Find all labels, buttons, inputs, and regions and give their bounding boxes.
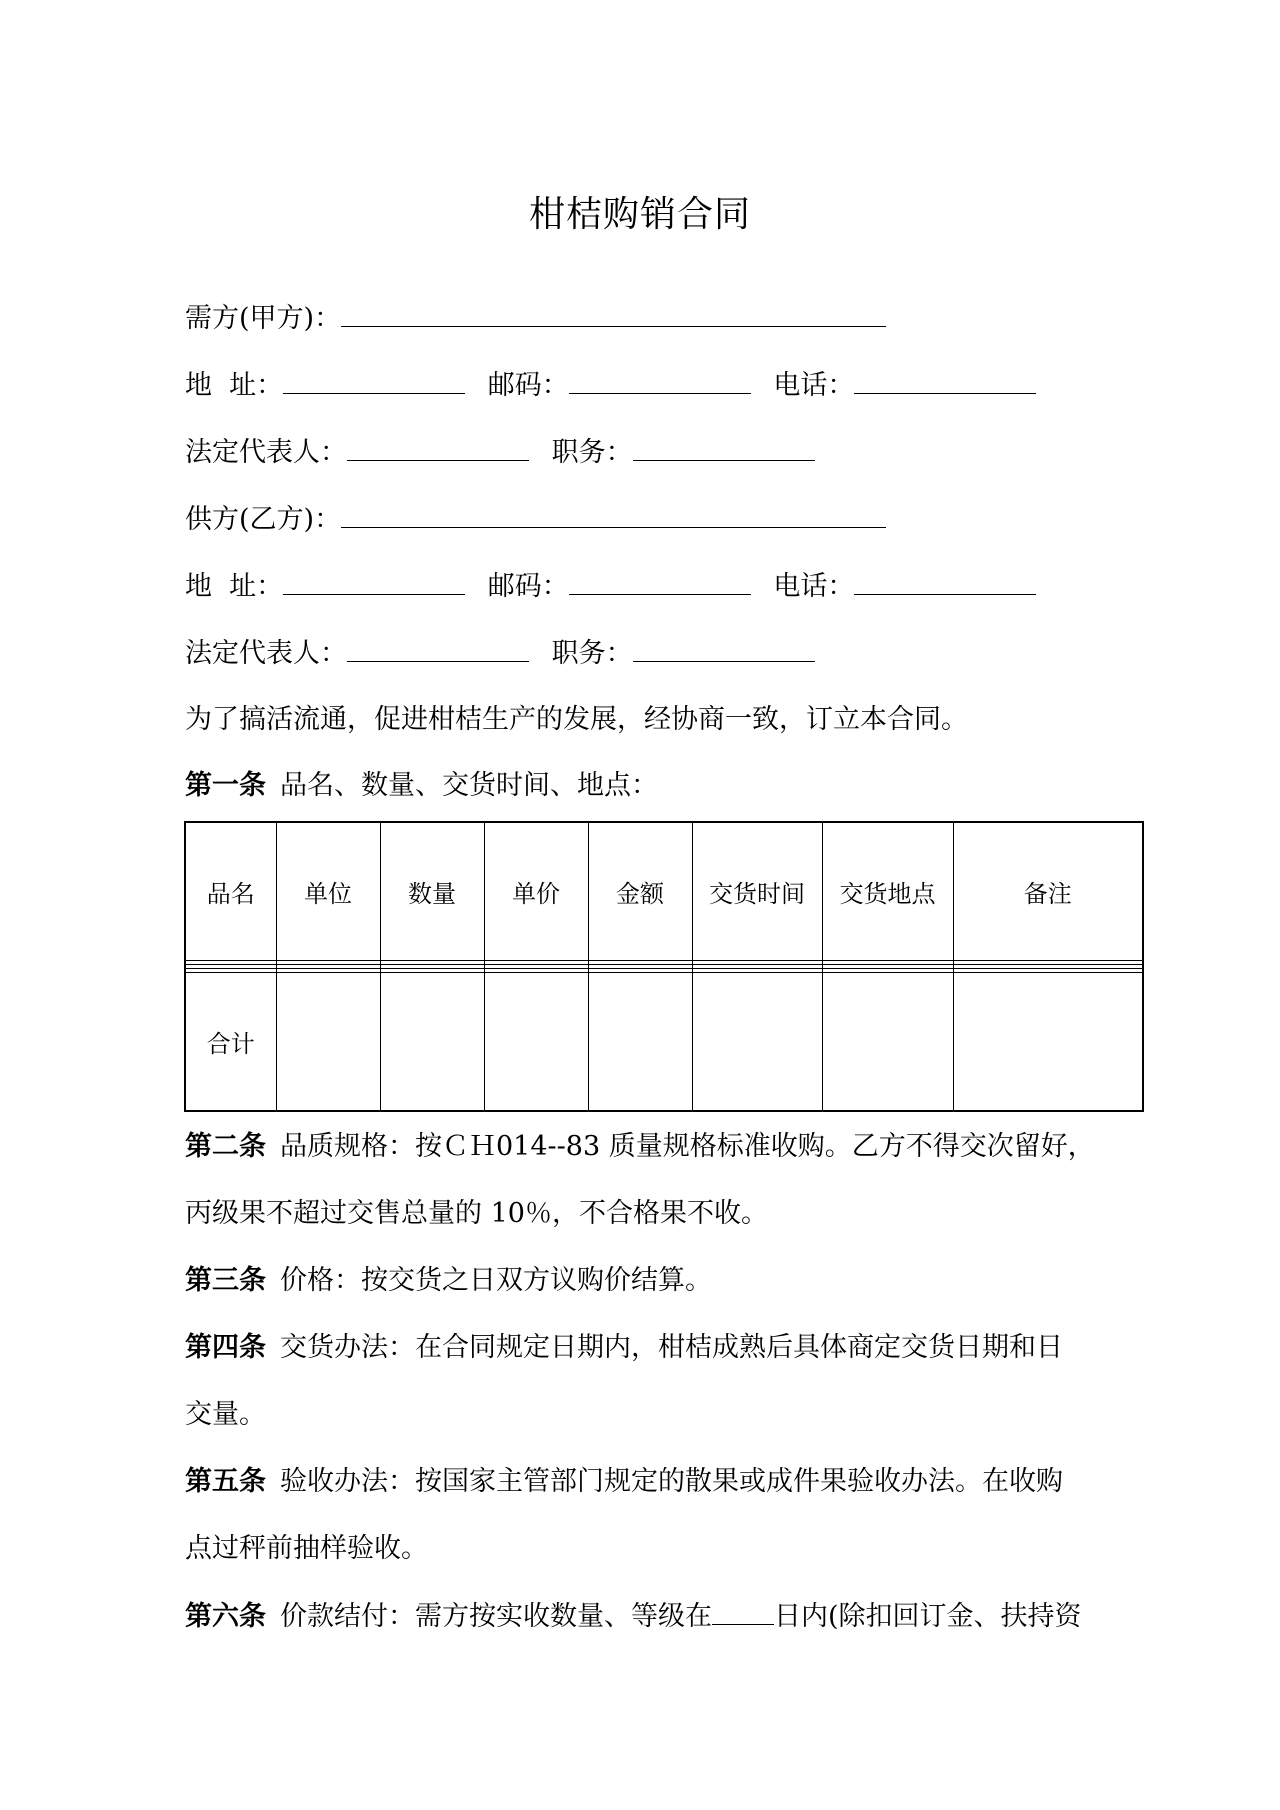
party-b-contact-line [185, 566, 1036, 607]
party-a-address-label: 地 址： [185, 370, 284, 401]
article-2-text-line-2: 丙级果不超过交售总量的 10％，不合格果不收。 [185, 1198, 768, 1229]
party-a-name-field[interactable] [341, 298, 886, 327]
party-b-phone-field[interactable] [854, 566, 1036, 595]
table-cell[interactable] [276, 972, 380, 1111]
party-b-rep-label: 法定代表人： [185, 638, 347, 669]
table-header-cell: 单位 [276, 822, 380, 961]
party-b-phone-label: 电话： [773, 571, 855, 602]
party-b-postcode-field[interactable] [569, 566, 751, 595]
table-total-label: 合计 [185, 972, 276, 1111]
party-a-address-field[interactable] [283, 365, 465, 394]
table-cell[interactable] [380, 972, 484, 1111]
party-b-position-field[interactable] [633, 633, 815, 662]
table-cell[interactable] [953, 972, 1143, 1111]
article-6-text-after: 日内(除扣回订金、扶持资 [774, 1601, 1082, 1632]
table-cell[interactable] [484, 972, 588, 1111]
party-b-position-label: 职务： [551, 638, 633, 669]
table-cell[interactable] [692, 972, 822, 1111]
article-2-heading: 第二条 [185, 1131, 266, 1162]
article-3 [185, 1261, 712, 1301]
article-4-heading: 第四条 [185, 1332, 266, 1363]
party-b-address-label: 地 址： [185, 571, 284, 602]
document-title: 柑桔购销合同 [528, 194, 751, 235]
party-a-rep-field[interactable] [347, 432, 529, 461]
party-a-name-label: 需方(甲方)： [185, 303, 342, 334]
party-b-name-line [185, 499, 886, 540]
goods-table [184, 821, 1144, 1112]
party-a-rep-line [185, 432, 815, 473]
party-a-name-line [185, 298, 886, 339]
article-1-heading: 第一条 [185, 770, 266, 801]
party-a-position-field[interactable] [633, 432, 815, 461]
article-3-text: 价格：按交货之日双方议购价结算。 [280, 1265, 712, 1296]
party-b-postcode-label: 邮码： [487, 571, 569, 602]
table-total-row [185, 972, 1143, 1111]
party-b-rep-line [185, 633, 815, 674]
article-2 [185, 1127, 1095, 1167]
table-cell[interactable] [822, 972, 953, 1111]
table-header-cell: 交货地点 [822, 822, 953, 961]
intro-paragraph: 为了搞活流通，促进柑桔生产的发展，经协商一致，订立本合同。 [185, 704, 968, 735]
party-a-phone-label: 电话： [773, 370, 855, 401]
party-b-rep-field[interactable] [347, 633, 529, 662]
article-6-heading: 第六条 [185, 1601, 266, 1632]
table-header-cell: 品名 [185, 822, 276, 961]
party-a-contact-line [185, 365, 1036, 406]
table-header-cell: 交货时间 [692, 822, 822, 961]
article-3-heading: 第三条 [185, 1265, 266, 1296]
article-5-text-line-2: 点过秤前抽样验收。 [185, 1533, 428, 1564]
party-a-position-label: 职务： [551, 437, 633, 468]
article-1 [185, 766, 658, 806]
party-a-phone-field[interactable] [854, 365, 1036, 394]
table-header-cell: 金额 [588, 822, 692, 961]
party-b-name-label: 供方(乙方)： [185, 504, 342, 535]
article-4 [185, 1328, 1063, 1368]
article-2-text-line-1: 品质规格：按ＣＨ014--83 质量规格标准收购。乙方不得交次留好， [280, 1131, 1095, 1162]
table-cell[interactable] [588, 972, 692, 1111]
party-b-name-field[interactable] [341, 499, 886, 528]
article-5-text-line-1: 验收办法：按国家主管部门规定的散果或成件果验收办法。在收购 [280, 1466, 1063, 1497]
payment-days-field[interactable] [712, 1596, 774, 1625]
party-a-postcode-field[interactable] [569, 365, 751, 394]
article-4-text-line-2: 交量。 [185, 1399, 266, 1430]
article-5 [185, 1462, 1063, 1502]
article-4-text-line-1: 交货办法：在合同规定日期内，柑桔成熟后具体商定交货日期和日 [280, 1332, 1063, 1363]
party-a-postcode-label: 邮码： [487, 370, 569, 401]
article-6-text-before: 价款结付：需方按实收数量、等级在 [280, 1601, 712, 1632]
article-1-text: 品名、数量、交货时间、地点： [280, 770, 658, 801]
table-header-cell: 单价 [484, 822, 588, 961]
article-6 [185, 1596, 1082, 1637]
party-b-address-field[interactable] [283, 566, 465, 595]
party-a-rep-label: 法定代表人： [185, 437, 347, 468]
article-5-heading: 第五条 [185, 1466, 266, 1497]
table-header-cell: 备注 [953, 822, 1143, 961]
table-header-cell: 数量 [380, 822, 484, 961]
table-header-row [185, 822, 1143, 961]
